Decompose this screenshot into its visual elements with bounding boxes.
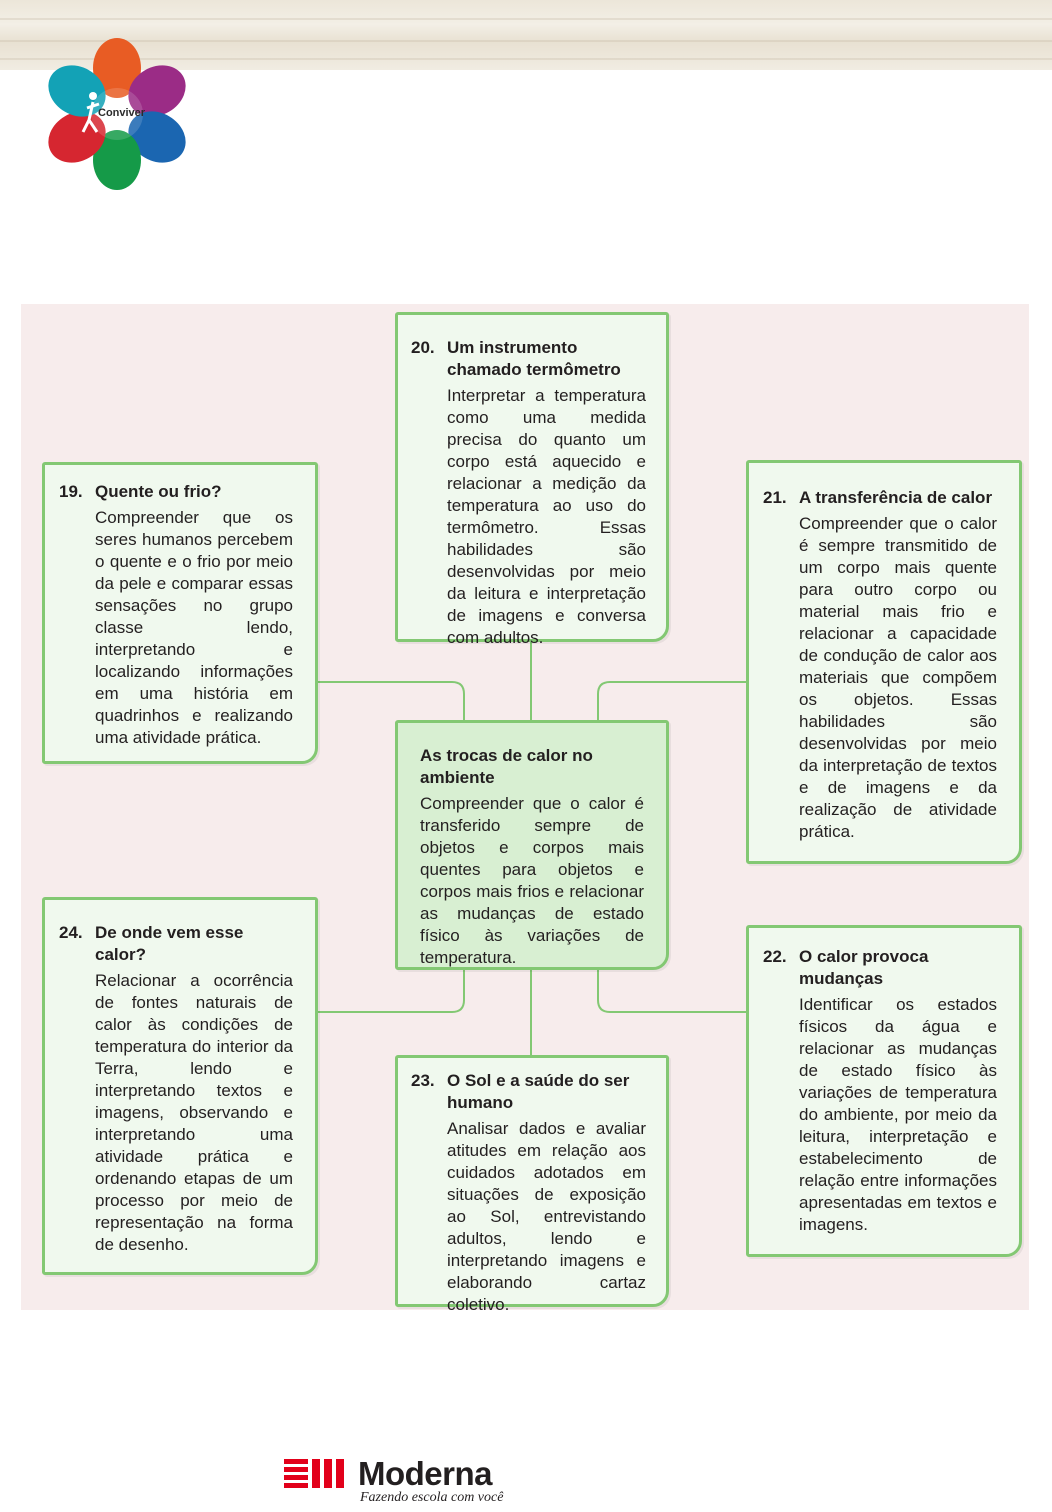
topic-number: 21. (763, 488, 787, 507)
topic-19 (42, 462, 318, 764)
topic-number: 19. (59, 482, 83, 501)
topic-20 (395, 312, 669, 647)
topic-description: Interpretar a temperatura como uma medida precisa do quanto um corpo está aquecido e relacionar a medição da temperatura ao uso do termômetro. Essas habilidades são desenvolvidas por meio da leitura e interpretação de imagens e conversa com adultos. (447, 386, 646, 647)
connector-22 (598, 968, 746, 1012)
publisher-name: Moderna (358, 1455, 493, 1492)
topic-title: Um instrumento chamado termômetro (447, 338, 621, 379)
topic-number: 24. (59, 923, 83, 942)
connector-19 (317, 682, 464, 722)
central-description: Compreender que o calor é transferido sempre de objetos e corpos mais quentes para objetos e corpos mais frios e relacionar as mudanças de estado físico às variações de temperatura. (420, 794, 644, 967)
topic-title: Quente ou frio? (95, 482, 222, 501)
topic-description: Compreender que os seres humanos percebem o quente e o frio por meio da pele e comparar essas sensações no grupo classe lendo, interpretando e localizando informações em uma história em quadrinhos e realizando uma atividade prática. (95, 508, 293, 747)
moderna-logo-mark (284, 1459, 346, 1489)
topic-21 (746, 460, 1022, 864)
central-title: As trocas de calor no ambiente (420, 746, 593, 787)
topic-description: Analisar dados e avaliar atitudes em relação aos cuidados adotados em situações de exposição ao Sol, entrevistando adultos, lendo e interpretando imagens e elaborando cartaz coletivo. (447, 1119, 646, 1314)
topic-description: Relacionar a ocorrência de fontes naturais de calor às condições de temperatura do interior da Terra, lendo e interpretando textos e imagens, observando e interpretando uma atividade prática e ordenando etapas de um processo por meio de representação na forma de desenho. (95, 971, 293, 1254)
topic-number: 23. (411, 1071, 435, 1090)
publisher-tagline: Fazendo escola com você (360, 1490, 504, 1505)
connector-24 (317, 968, 464, 1012)
topic-22 (746, 925, 1022, 1257)
topic-number: 20. (411, 338, 435, 357)
connector-21 (598, 682, 746, 722)
topic-title: O Sol e a saúde do ser humano (447, 1071, 630, 1112)
logo-label: Conviver (98, 107, 146, 119)
topic-description: Compreender que o calor é sempre transmitido de um corpo mais quente para outro corpo ou material mais frio e relacionar a capacidade de condução de calor aos materiais que compõem os objetos. Essas habilidades são desenvolvidas por meio da interpretação de textos e de imagens e da realização de atividade prática. (799, 514, 997, 841)
topic-title: O calor provoca mudanças (799, 947, 929, 988)
topic-title: De onde vem esse calor? (95, 923, 244, 964)
topic-24 (42, 897, 318, 1275)
central-concept (395, 720, 669, 970)
topic-description: Identificar os estados físicos da água e relacionar as mudanças de estado físico às variações de temperatura do ambiente, por meio da leitura, interpretação e estabelecimento de relação entre informações apresentadas em textos e imagens. (799, 995, 997, 1234)
topic-23 (395, 1055, 669, 1314)
topic-title: A transferência de calor (799, 488, 993, 507)
topic-number: 22. (763, 947, 787, 966)
